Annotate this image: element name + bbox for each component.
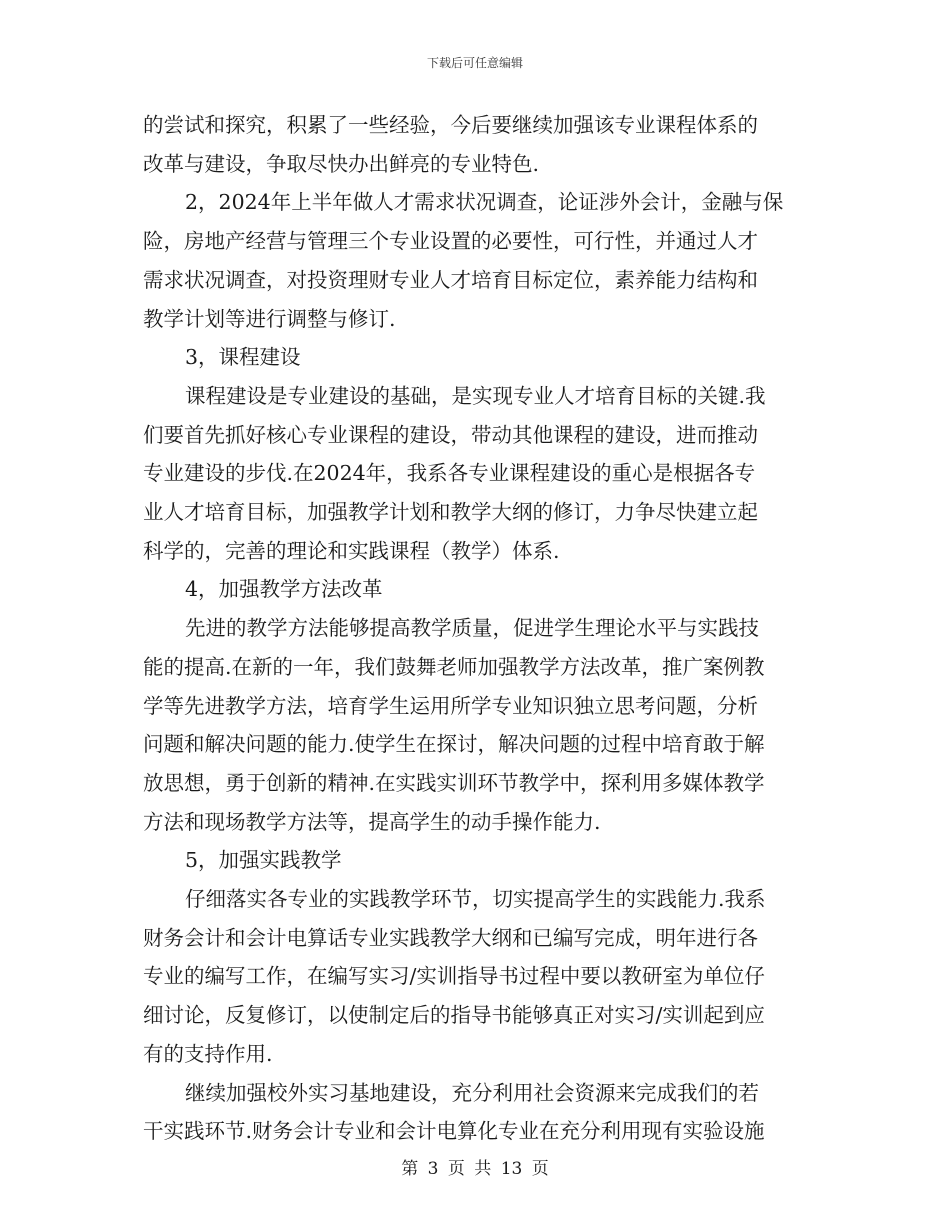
body-line: 仔细落实各专业的实践教学环节，切实提高学生的实践能力.我系	[185, 887, 766, 912]
body-line: 问题和解决问题的能力.使学生在探讨，解决问题的过程中培育敢于解	[143, 732, 765, 757]
body-line: 干实践环节.财务会计专业和会计电算化专业在充分利用现有实验设施	[143, 1119, 765, 1144]
body-line: 业人才培育目标，加强教学计划和教学大纲的修订，力争尽快建立起	[143, 500, 758, 525]
body-line: 先进的教学方法能够提高教学质量，促进学生理论水平与实践技	[185, 616, 759, 641]
body-line: 2，2024年上半年做人才需求状况调查，论证涉外会计，金融与保	[185, 190, 784, 215]
body-line: 放思想，勇于创新的精神.在实践实训环节教学中，探利用多媒体教学	[143, 770, 765, 795]
section-heading: 3，课程建设	[185, 345, 301, 370]
body-line: 科学的，完善的理论和实践课程（教学）体系.	[143, 538, 560, 563]
body-line: 需求状况调查，对投资理财专业人才培育目标定位，素养能力结构和	[143, 267, 758, 292]
body-line: 专业建设的步伐.在2024年，我系各专业课程建设的重心是根据各专	[143, 461, 756, 486]
page-number: 第 3 页 共 13 页	[401, 1159, 549, 1179]
body-line: 险，房地产经营与管理三个专业设置的必要性，可行性，并通过人才	[143, 229, 758, 254]
body-line: 细讨论，反复修订，以使制定后的指导书能够真正对实习/实训起到应	[143, 1003, 765, 1028]
section-heading: 4，加强教学方法改革	[185, 577, 383, 602]
body-line: 教学计划等进行调整与修订.	[143, 306, 396, 331]
body-line: 能的提高.在新的一年，我们鼓舞老师加强教学方法改革，推广案例教	[143, 654, 765, 679]
body-line: 继续加强校外实习基地建设，充分利用社会资源来完成我们的若	[185, 1080, 759, 1105]
page-header: 下载后可任意编辑	[426, 56, 523, 70]
body-line: 学等先进教学方法，培育学生运用所学专业知识独立思考问题，分析	[143, 693, 758, 718]
document-body	[143, 106, 823, 1151]
section-heading: 5，加强实践教学	[185, 848, 342, 873]
body-line: 的尝试和探究，积累了一些经验，今后要继续加强该专业课程体系的	[143, 113, 758, 137]
body-line: 有的支持作用.	[143, 1041, 273, 1066]
body-line: 财务会计和会计电算话专业实践教学大纲和已编写完成，明年进行各	[143, 925, 758, 950]
body-line: 专业的编写工作，在编写实习/实训指导书过程中要以教研室为单位仔	[143, 964, 765, 989]
body-line: 方法和现场教学方法等，提高学生的动手操作能力.	[143, 809, 601, 834]
body-line: 们要首先抓好核心专业课程的建设，带动其他课程的建设，进而推动	[143, 422, 758, 447]
body-line: 改革与建设，争取尽快办出鲜亮的专业特色.	[143, 151, 540, 176]
body-line: 课程建设是专业建设的基础，是实现专业人才培育目标的关键.我	[185, 383, 766, 408]
